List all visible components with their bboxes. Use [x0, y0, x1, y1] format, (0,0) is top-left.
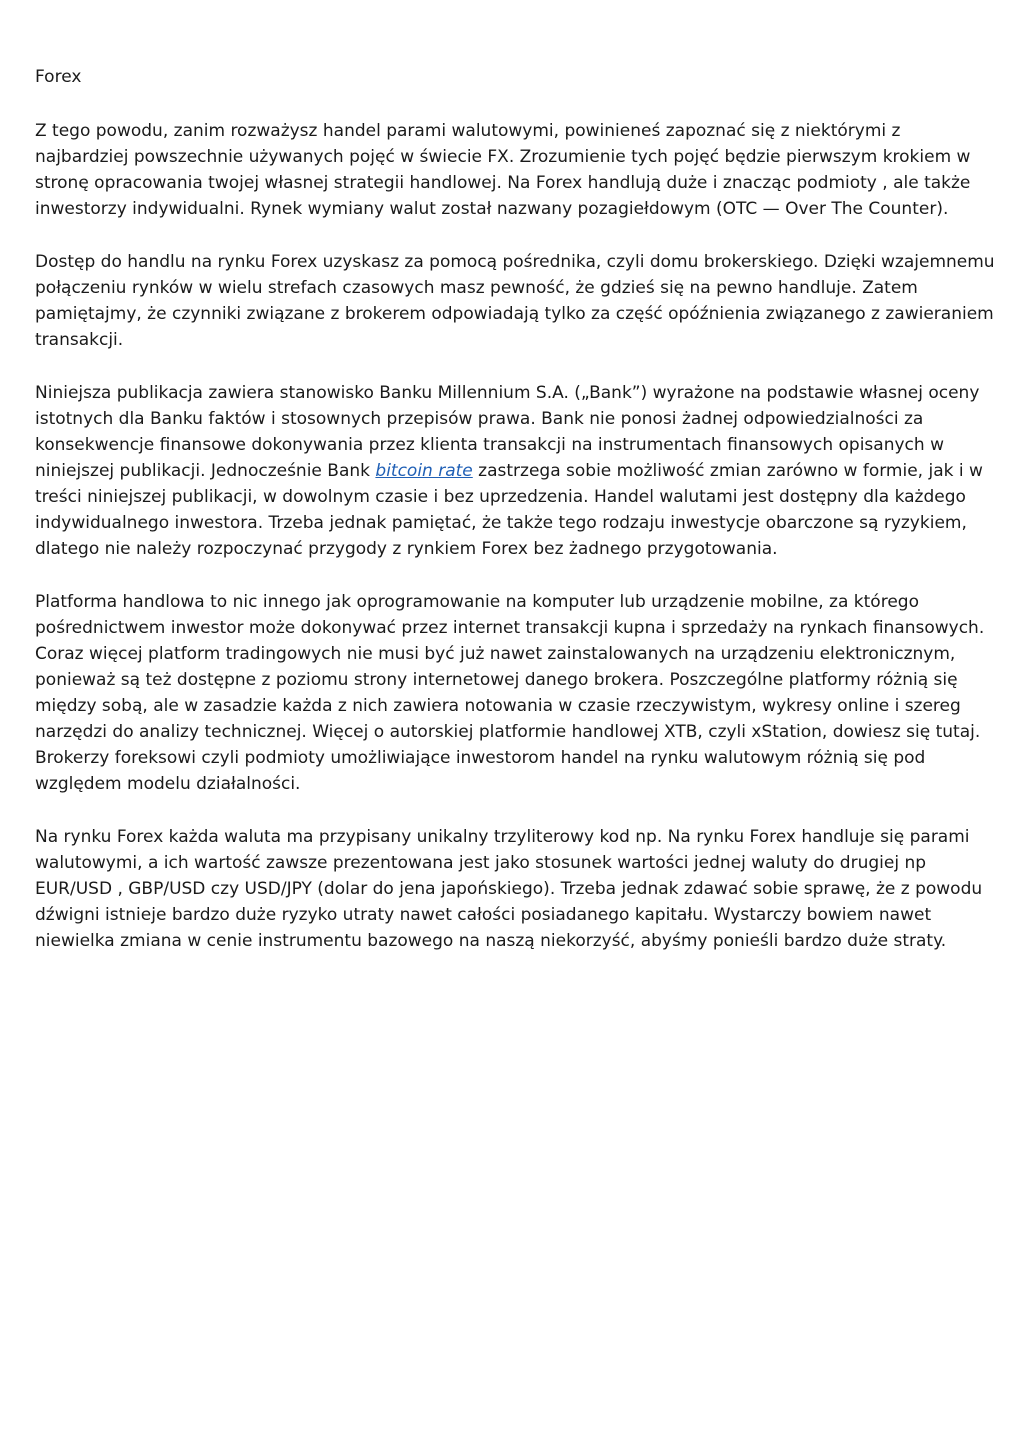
paragraph-3	[35, 380, 995, 562]
paragraph-4: Platforma handlowa to nic innego jak oprogramowanie na komputer lub urządzenie mobilne, za którego pośrednictwem inwestor może dokonywać przez internet transakcji kupna i sprzedaży na rynkach finansowych. Coraz więcej platform tradingowych nie musi być już nawet zainstalowanych na urządzeniu elektronicznym, ponieważ są też dostępne z poziomu strony internetowej danego brokera. Poszczególne platformy różnią się między sobą, ale w zasadzie każda z nich zawiera notowania w czasie rzeczywistym, wykresy online i szereg narzędzi do analizy technicznej. Więcej o autorskiej platformie handlowej XTB, czyli xStation, dowiesz się tutaj. Brokerzy foreksowi czyli podmioty umożliwiające inwestorom handel na rynku walutowym różnią się pod względem modelu działalności.	[35, 592, 985, 794]
paragraph-5: Na rynku Forex każda waluta ma przypisany unikalny trzyliterowy kod np. Na rynku Forex handluje się parami walutowymi, a ich wartość zawsze prezentowana jest jako stosunek wartości jednej waluty do drugiej np EUR/USD , GBP/USD czy USD/JPY (dolar do jena japońskiego). Trzeba jednak zdawać sobie sprawę, że z powodu dźwigni istnieje bardzo duże ryzyko utraty nawet całości posiadanego kapitału. Wystarczy bowiem nawet niewielka zmiana w cenie instrumentu bazowego na naszą niekorzyść, abyśmy ponieśli bardzo duże straty.	[35, 827, 983, 951]
document-title: Forex	[35, 67, 82, 87]
paragraph-2: Dostęp do handlu na rynku Forex uzyskasz za pomocą pośrednika, czyli domu brokerskiego. Dzięki wzajemnemu połączeniu rynków w wielu strefach czasowych masz pewność, że gdzieś się na pewno handluje. Zatem pamiętajmy, że czynniki związane z brokerem odpowiadają tylko za część opóźnienia związanego z zawieraniem transakcji.	[35, 252, 995, 350]
bitcoin-rate-link[interactable]: bitcoin rate	[375, 461, 473, 481]
paragraph-3-text-before: Niniejsza publikacja zawiera stanowisko Banku Millennium S.A. („Bank”) wyrażone na podstawie własnej oceny istotnych dla Banku faktów i stosownych przepisów prawa. Bank nie ponosi żadnej odpowiedzialności za konsekwencje finansowe dokonywania przez klienta transakcji na instrumentach finansowych opisanych w niniejszej publikacji. Jednocześnie Bank	[35, 383, 980, 481]
paragraph-3-text-after: zastrzega sobie możliwość zmian zarówno w formie, jak i w treści niniejszej publikacji, w dowolnym czasie i bez uprzedzenia. Handel walutami jest dostępny dla każdego indywidualnego inwestora. Trzeba jednak pamiętać, że także tego rodzaju inwestycje obarczone są ryzykiem, dlatego nie należy rozpoczynać przygody z rynkiem Forex bez żadnego przygotowania.	[35, 461, 983, 559]
paragraph-1: Z tego powodu, zanim rozważysz handel parami walutowymi, powinieneś zapoznać się z niektórymi z najbardziej powszechnie używanych pojęć w świecie FX. Zrozumienie tych pojęć będzie pierwszym krokiem w stronę opracowania twojej własnej strategii handlowej. Na Forex handlują duże i znacząc podmioty , ale także inwestorzy indywidualni. Rynek wymiany walut został nazwany pozagiełdowym (OTC — Over The Counter).	[35, 121, 971, 219]
document-page	[35, 64, 995, 981]
